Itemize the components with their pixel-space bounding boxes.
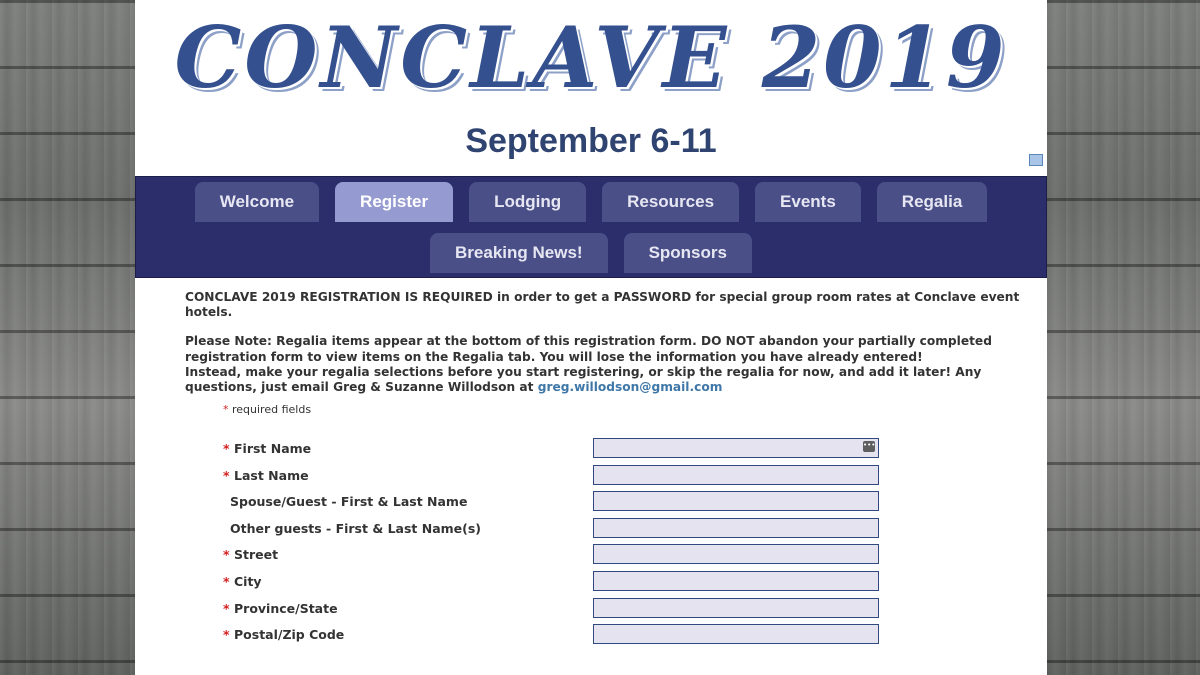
other-guests-label-text: Other guests - First & Last Name(s) <box>230 520 482 536</box>
spouse-label <box>223 494 467 509</box>
nav-row-2 <box>136 233 1046 273</box>
required-star: * <box>223 547 230 563</box>
tab-resources[interactable]: Resources <box>602 182 739 222</box>
street-field[interactable] <box>593 544 879 564</box>
first-name-field[interactable] <box>593 438 879 458</box>
street-label <box>223 547 278 562</box>
tab-regalia[interactable]: Regalia <box>877 182 987 222</box>
last-name-label-text: Last Name <box>234 467 309 483</box>
form-row-spouse <box>223 490 983 517</box>
intro-text: CONCLAVE 2019 REGISTRATION IS REQUIRED in order to get a PASSWORD for special group room rates at Conclave event hotels. <box>185 290 1020 320</box>
required-star: * <box>223 403 229 416</box>
spouse-guest-field[interactable] <box>593 491 879 511</box>
postal-zip-field[interactable] <box>593 624 879 644</box>
street-label-text: Street <box>234 547 279 563</box>
regalia-note <box>185 334 1040 395</box>
first-name-label <box>223 441 311 456</box>
tab-register[interactable]: Register <box>335 182 453 222</box>
other-guests-field[interactable] <box>593 518 879 538</box>
spouse-label-text: Spouse/Guest - First & Last Name <box>230 494 468 510</box>
main-nav <box>135 176 1047 278</box>
form-row-province <box>223 597 983 624</box>
city-label <box>223 574 262 589</box>
form-row-street <box>223 543 983 570</box>
postal-label-text: Postal/Zip Code <box>234 627 345 643</box>
form-row-last-name <box>223 464 983 491</box>
postal-label <box>223 627 344 642</box>
province-label-text: Province/State <box>234 600 338 616</box>
required-star: * <box>223 600 230 616</box>
province-label <box>223 601 338 616</box>
required-star: * <box>223 627 230 643</box>
form-row-city <box>223 570 983 597</box>
note-line-1: Please Note: Regalia items appear at the bottom of this registration form. DO NOT abandon your partially completed registration form to view items on the Regalia tab. You will lose the information you have already entered! <box>185 334 992 364</box>
banner-title: CONCLAVE 2019 <box>174 8 1008 107</box>
required-star: * <box>223 573 230 589</box>
city-label-text: City <box>234 573 262 589</box>
form-row-postal <box>223 623 983 650</box>
tab-welcome[interactable]: Welcome <box>195 182 319 222</box>
other-guests-label <box>223 521 481 536</box>
tab-events[interactable]: Events <box>755 182 861 222</box>
province-state-field[interactable] <box>593 598 879 618</box>
header-banner <box>135 0 1047 174</box>
registration-intro <box>185 290 1040 395</box>
city-field[interactable] <box>593 571 879 591</box>
note-line-2: Instead, make your regalia selections before you start registering, or skip the regalia for now, and add it later! Any questions, just email Greg & Suzanne Willodson at <box>185 364 982 395</box>
form-row-other-guests <box>223 517 983 544</box>
banner-dates: September 6-11 <box>465 122 717 160</box>
registration-form <box>223 437 983 650</box>
required-fields-text: required fields <box>232 403 312 416</box>
tab-breaking-news[interactable]: Breaking News! <box>430 233 608 273</box>
first-name-label-text: First Name <box>234 441 312 456</box>
required-fields-note <box>223 403 311 416</box>
required-star: * <box>223 441 230 456</box>
last-name-label <box>223 468 309 483</box>
required-star: * <box>223 467 230 483</box>
image-icon[interactable] <box>1029 154 1043 166</box>
nav-row-1 <box>136 182 1046 222</box>
last-name-field[interactable] <box>593 465 879 485</box>
keyboard-icon[interactable]: ••• <box>863 441 875 452</box>
form-row-first-name <box>223 437 983 464</box>
page-container <box>135 0 1047 675</box>
tab-sponsors[interactable]: Sponsors <box>624 233 752 273</box>
tab-lodging[interactable]: Lodging <box>469 182 586 222</box>
email-link[interactable]: greg.willodson@gmail.com <box>537 380 723 395</box>
